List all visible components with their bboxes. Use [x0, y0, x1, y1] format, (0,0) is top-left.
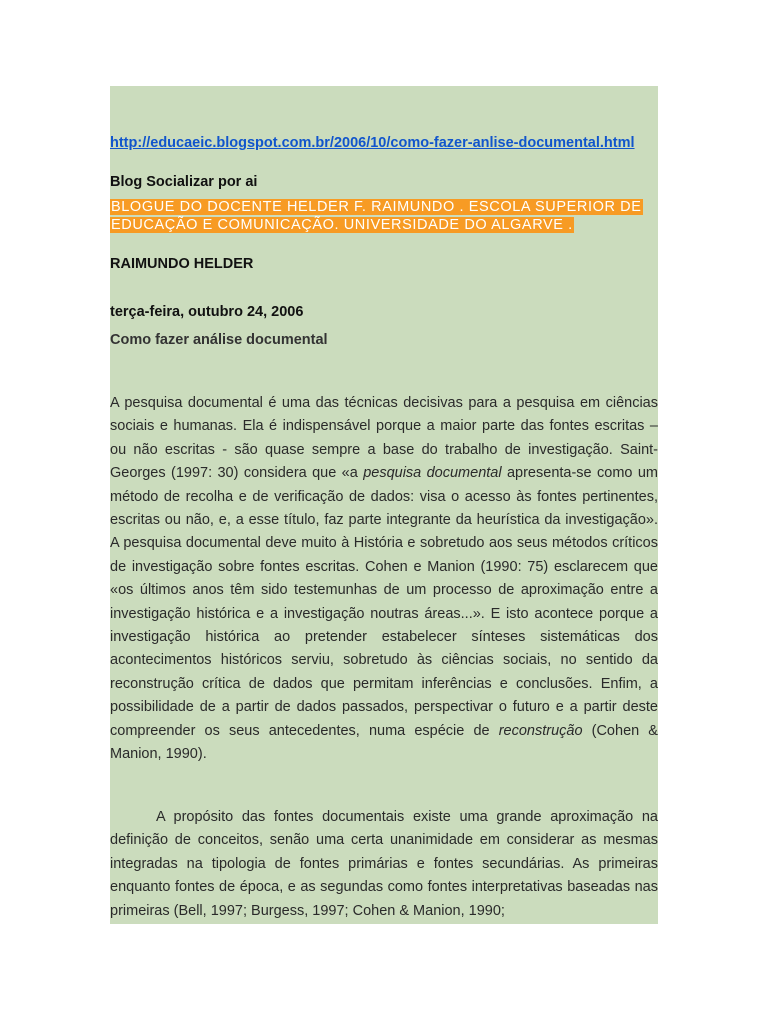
post-title: Como fazer análise documental — [110, 332, 328, 348]
source-url-link[interactable]: http://educaeic.blogspot.com.br/2006/10/como-fazer-anlise-documental.html — [110, 135, 635, 151]
paragraph-1 — [110, 392, 658, 767]
post-date: terça-feira, outubro 24, 2006 — [110, 304, 304, 320]
paragraph-1-italic-term: pesquisa documental — [363, 465, 502, 482]
blog-name: Blog Socializar por ai — [110, 174, 258, 190]
document-panel — [110, 86, 658, 924]
paragraph-1-text-e: (Cohen & Manion, 1990). — [110, 722, 658, 763]
paragraph-1-text-a: A pesquisa documental é uma das técnicas decisivas para a pesquisa em ciências sociais e humanas. Ela é indispensável porque a maior parte das fontes escritas – ou não escritas - são quase sempre a base do trabalho de investigação. Saint-Georges (1997: 30) considera que «a — [110, 395, 658, 482]
blog-banner-text: BLOGUE DO DOCENTE HELDER F. RAIMUNDO . ESCOLA SUPERIOR DE EDUCAÇÃO E COMUNICAÇÃO. UNIVERSIDADE DO ALGARVE . — [111, 199, 642, 233]
paragraph-2: A propósito das fontes documentais existe uma grande aproximação na definição de conceitos, senão uma certa unanimidade em considerar as mesmas integradas na tipologia de fontes primárias e fontes secundárias. As primeiras enquanto fontes de época, e as segundas como fontes interpretativas baseadas nas primeiras (Bell, 1997; Burgess, 1997; Cohen & Manion, 1990; — [110, 809, 658, 919]
paragraph-1-text-c: apresenta-se como um método de recolha e de verificação de dados: visa o acesso às fontes pertinentes, escritas ou não, e, a esse título, faz parte integrante da heurística da investigação». A pesquisa documental deve muito à História e sobretudo aos seus métodos críticos de investigação sobre fontes escritas. Cohen e Manion (1990: 75) esclarecem que «os últimos anos têm sido testemunhas de um processo de aproximação entre a investigação histórica e a investigação noutras áreas...». E isto acontece porque a investigação histórica ao pretender estabelecer sínteses sistemáticas dos acontecimentos históricos serviu, sobretudo às ciências sociais, no sentido da reconstrução crítica de dados que permitam inferências e conclusões. Enfim, a possibilidade de a partir de dados passados, perspectivar o futuro e a partir deste compreender os seus antecedentes, numa espécie de — [110, 465, 658, 739]
blog-banner — [110, 198, 658, 234]
paragraph-1-italic-reconstrucao: reconstrução — [498, 722, 583, 739]
author-name: RAIMUNDO HELDER — [110, 256, 254, 272]
